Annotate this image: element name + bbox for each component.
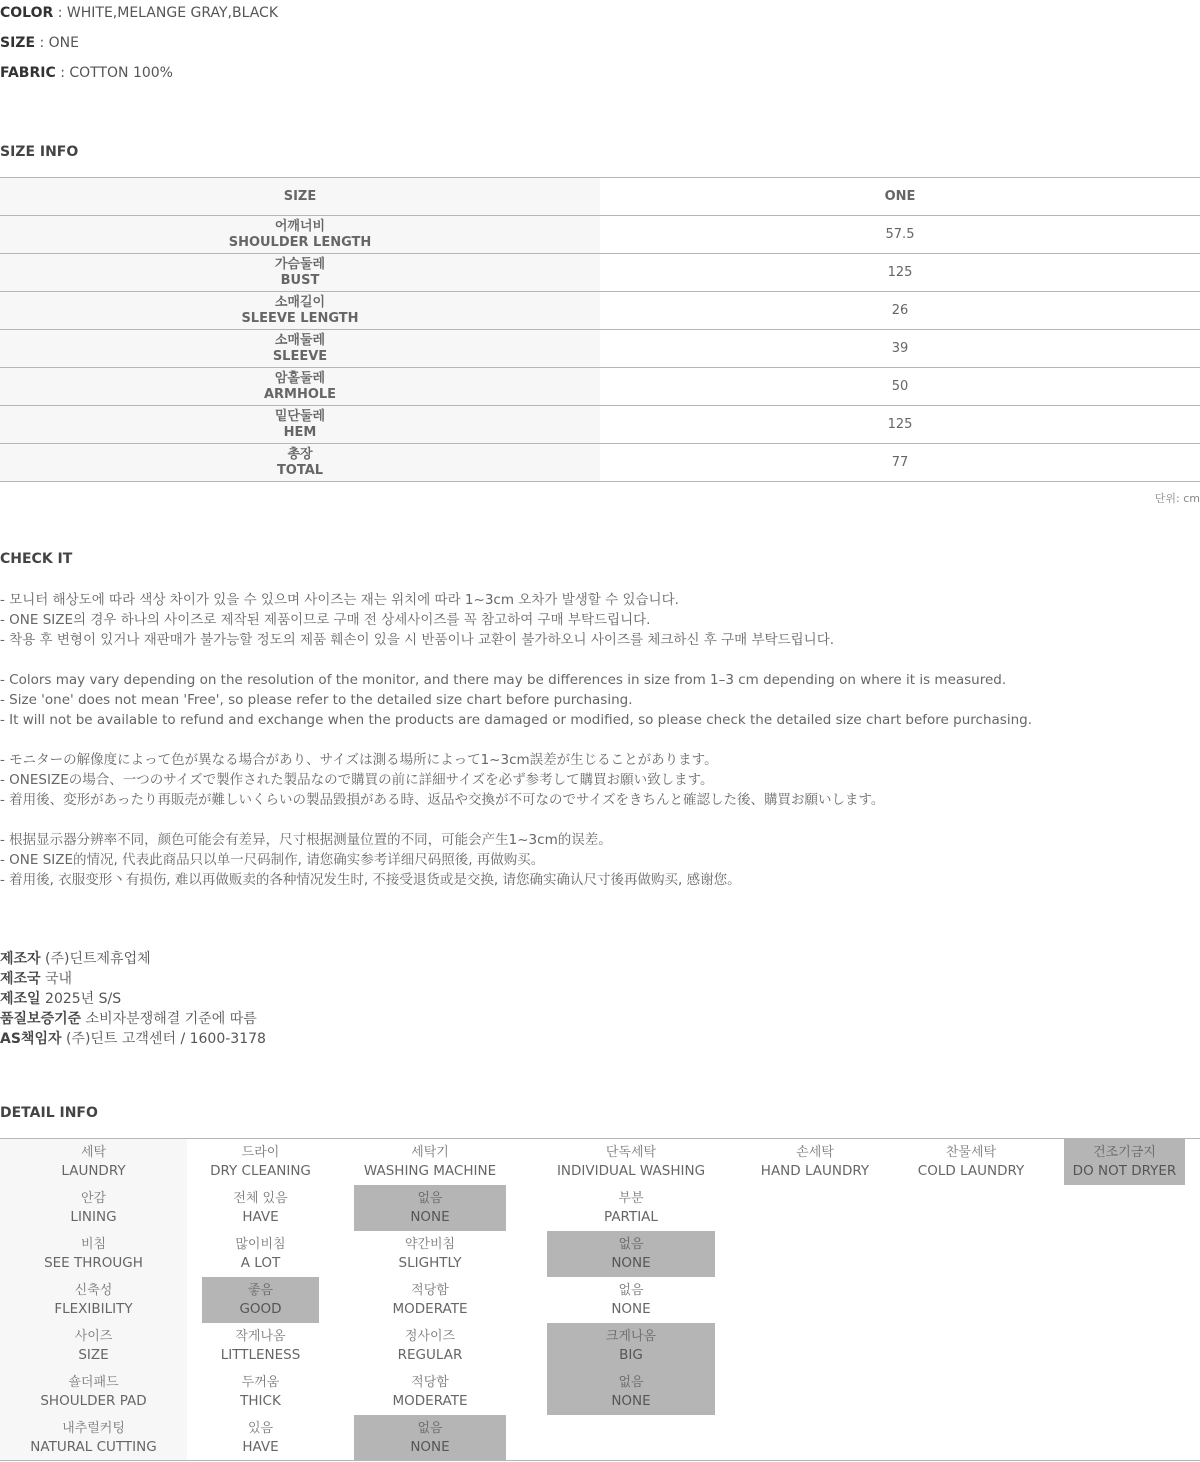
info-date: 제조일 2025년 S/S [0,991,122,1007]
size-info-title: SIZE INFO [0,144,79,160]
check-line: - ONE SIZE의 경우 하나의 사이즈로 제작된 제품이므로 구매 전 상세사이즈를 꼭 참고하여 구매 부탁드립니다. [0,612,651,628]
detail-label-shoulder-pad: 숄더패드 SHOULDER PAD [40,1375,147,1409]
detail-option-selected: 크게나옴 BIG [547,1323,715,1369]
check-it-title: CHECK IT [0,551,73,567]
check-line: - 着用後、変形があったり再販売が難しいくらいの製品毀損がある時、返品や交換が不可なのでサイズをきちんと確認した後、購買お願いします。 [0,792,885,808]
detail-option-selected: 좋음 GOOD [202,1277,319,1323]
table-row: 가슴둘레 BUST 125 [0,254,1200,292]
detail-option: 없음 NONE [611,1283,651,1317]
detail-label-flexibility: 신축성 FLEXIBILITY [54,1283,133,1317]
unit-note: 단위: cm [1154,492,1200,505]
check-line: - 根据显示器分辨率不同，颜色可能会有差异，尺寸根据测量位置的不同，可能会产生1~3cm的误差。 [0,832,612,848]
detail-option: 적당함 MODERATE [392,1375,468,1409]
size-table-header: SIZE ONE [0,178,1200,216]
spec-fabric: FABRIC : COTTON 100% [0,65,173,81]
detail-info-title: DETAIL INFO [0,1105,98,1121]
detail-option: 전체 있음 HAVE [233,1191,288,1225]
detail-label-laundry: 세탁 LAUNDRY [61,1145,126,1179]
detail-option-selected: 없음 NONE [547,1369,715,1415]
spec-color: COLOR : WHITE,MELANGE GRAY,BLACK [0,5,279,21]
detail-label-lining: 안감 LINING [70,1191,117,1225]
detail-label-see-through: 비침 SEE THROUGH [44,1237,143,1271]
info-as: AS책임자 (주)딘트 고객센터 / 1600-3178 [0,1031,266,1047]
detail-option: 적당함 MODERATE [392,1283,468,1317]
table-row: 암홀둘레 ARMHOLE 50 [0,368,1200,406]
detail-option: 세탁기 WASHING MACHINE [363,1145,497,1179]
check-line: - ONE SIZE的情况, 代表此商品只以单一尺码制作, 请您确实参考详细尺码照後, 再做购买。 [0,852,545,868]
detail-option: 단독세탁 INDIVIDUAL WASHING [556,1145,706,1179]
detail-label-natural-cutting: 내추럴커팅 NATURAL CUTTING [30,1421,157,1455]
info-quality: 품질보증기준 소비자분쟁해결 기준에 따름 [0,1011,257,1027]
detail-option-selected: 없음 NONE [547,1231,715,1277]
table-row: 총장 TOTAL 77 [0,444,1200,482]
detail-grid [0,1138,1200,1461]
check-line: - Size 'one' does not mean 'Free', so please refer to the detailed size chart before purchasing. [0,692,633,708]
table-row: 소매길이 SLEEVE LENGTH 26 [0,292,1200,330]
detail-option: 찬물세탁 COLD LAUNDRY [917,1145,1025,1179]
table-row: 밑단둘레 HEM 125 [0,406,1200,444]
table-row: 소매둘레 SLEEVE 39 [0,330,1200,368]
detail-option: 손세탁 HAND LAUNDRY [760,1145,870,1179]
info-country: 제조국 국내 [0,971,73,987]
detail-option-selected: 없음 NONE [354,1415,506,1461]
detail-option: 있음 HAVE [242,1421,279,1455]
info-manufacturer: 제조자 (주)딘트제휴업체 [0,951,151,967]
table-row: 어깨너비 SHOULDER LENGTH 57.5 [0,216,1200,254]
check-line: - 着用後, 衣服变形丶有损伤, 难以再做贩卖的各种情况发生时, 不接受退货或是交换, 请您确实确认尺寸後再做购买, 感谢您。 [0,872,741,888]
check-line: - 모니터 해상도에 따라 색상 차이가 있을 수 있으며 사이즈는 재는 위치에 따라 1~3cm 오차가 발생할 수 있습니다. [0,592,679,608]
detail-option: 작게나옴 LITTLENESS [220,1329,301,1363]
detail-option: 드라이 DRY CLEANING [210,1145,311,1179]
detail-option: 부분 PARTIAL [604,1191,658,1225]
detail-option: 많이비침 A LOT [235,1237,286,1271]
detail-option-selected: 없음 NONE [354,1185,506,1231]
check-line: - 착용 후 변형이 있거나 재판매가 불가능할 정도의 제품 훼손이 있을 시 반품이나 교환이 불가하오니 사이즈를 체크하신 후 구매 부탁드립니다. [0,632,835,648]
check-line: - モニターの解像度によって色が異なる場合があり、サイズは測る場所によって1~3cm誤差が生じることがあります。 [0,752,718,768]
detail-option: 정사이즈 REGULAR [397,1329,463,1363]
detail-label-size: 사이즈 SIZE [74,1329,113,1363]
detail-option-selected: 건조기금지 DO NOT DRYER [1064,1139,1185,1185]
check-line: - ONESIZEの場合、一つのサイズで製作された製品なので購買の前に詳細サイズを必ず参考して購買お願い致します。 [0,772,714,788]
detail-option: 두꺼움 THICK [240,1375,281,1409]
detail-option: 약간비침 SLIGHTLY [398,1237,462,1271]
spec-size: SIZE : ONE [0,35,79,51]
size-table [0,177,1200,482]
check-line: - It will not be available to refund and exchange when the products are damaged or modified, so please check the detailed size chart before purchasing. [0,712,1032,728]
check-line: - Colors may vary depending on the resolution of the monitor, and there may be differences in size from 1–3 cm depending on where it is measured. [0,672,1007,688]
